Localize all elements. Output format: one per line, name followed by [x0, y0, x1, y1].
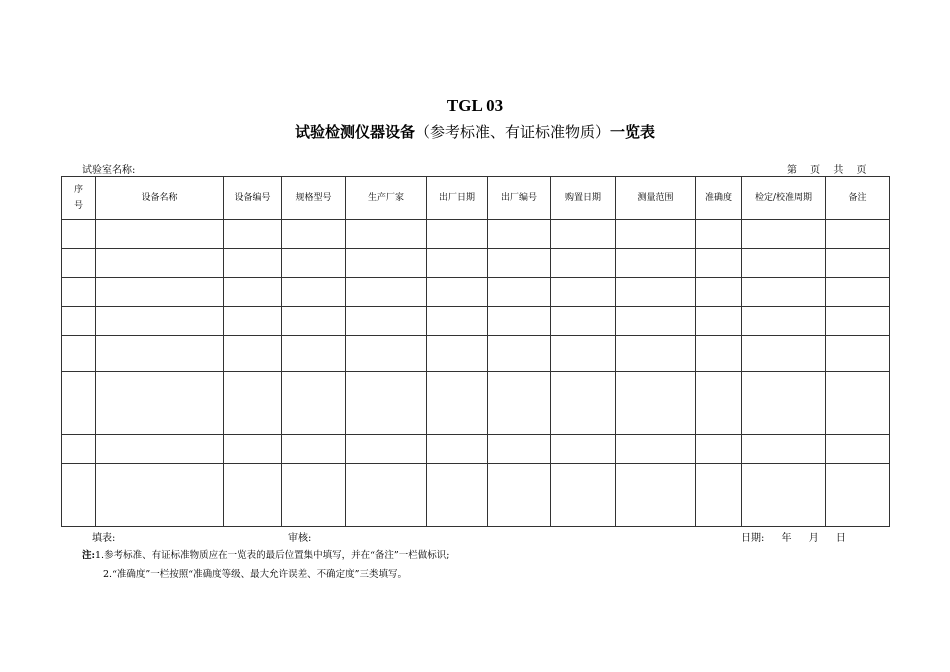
table-cell[interactable] — [224, 278, 282, 307]
table-cell[interactable] — [224, 372, 282, 435]
table-cell[interactable] — [96, 220, 224, 249]
col-header-seq-bottom: 号 — [73, 201, 83, 211]
table-cell[interactable] — [282, 336, 346, 372]
table-cell[interactable] — [346, 220, 427, 249]
table-cell[interactable] — [427, 435, 488, 464]
table-cell[interactable] — [224, 464, 282, 527]
table-cell[interactable] — [427, 220, 488, 249]
table-cell[interactable] — [551, 336, 616, 372]
table-cell[interactable] — [282, 249, 346, 278]
table-cell[interactable] — [346, 435, 427, 464]
note-1-text: 1.参考标准、有证标准物质应在一览表的最后位置集中填写，并在“备注”一栏做标识; — [95, 550, 450, 561]
table-row — [62, 249, 890, 278]
col-header-equipment-name: 设备名称 — [96, 177, 224, 220]
table-cell[interactable] — [696, 435, 742, 464]
table-cell[interactable] — [96, 435, 224, 464]
col-header-equipment-number: 设备编号 — [224, 177, 282, 220]
table-cell[interactable] — [282, 278, 346, 307]
table-cell[interactable] — [488, 336, 551, 372]
table-cell[interactable] — [488, 464, 551, 527]
table-header-row — [62, 177, 890, 220]
title-paren: （参考标准、有证标准物质） — [414, 123, 610, 141]
table-cell[interactable] — [616, 220, 696, 249]
table-cell[interactable] — [826, 435, 890, 464]
table-cell[interactable] — [62, 435, 96, 464]
table-cell[interactable] — [346, 464, 427, 527]
table-cell[interactable] — [96, 336, 224, 372]
table-cell[interactable] — [826, 307, 890, 336]
filled-by-label: 填表: — [92, 533, 116, 544]
table-cell[interactable] — [62, 372, 96, 435]
reviewed-by-label: 审核: — [288, 533, 312, 544]
table-cell[interactable] — [551, 372, 616, 435]
table-row — [62, 336, 890, 372]
table-cell[interactable] — [742, 278, 826, 307]
table-row — [62, 464, 890, 527]
col-header-purchase-date: 购置日期 — [551, 177, 616, 220]
table-cell[interactable] — [282, 464, 346, 527]
table-cell[interactable] — [224, 336, 282, 372]
table-cell[interactable] — [224, 220, 282, 249]
col-header-manufacturer: 生产厂家 — [346, 177, 427, 220]
table-cell[interactable] — [742, 307, 826, 336]
table-cell[interactable] — [96, 249, 224, 278]
table-cell[interactable] — [616, 336, 696, 372]
table-cell[interactable] — [742, 220, 826, 249]
table-cell[interactable] — [488, 372, 551, 435]
col-header-remarks: 备注 — [826, 177, 890, 220]
note-2: 2.“准确度”一栏按照“准确度等级、最大允许误差、不确定度”三类填写。 — [103, 569, 407, 580]
table-cell[interactable] — [742, 464, 826, 527]
table-cell[interactable] — [346, 336, 427, 372]
col-header-calibration-period: 检定/校准周期 — [742, 177, 826, 220]
table-cell[interactable] — [224, 249, 282, 278]
col-header-manufacture-date: 出厂日期 — [427, 177, 488, 220]
col-header-model: 规格型号 — [282, 177, 346, 220]
table-cell[interactable] — [826, 278, 890, 307]
table-row — [62, 435, 890, 464]
table-cell[interactable] — [282, 435, 346, 464]
table-cell[interactable] — [427, 278, 488, 307]
table-cell[interactable] — [346, 307, 427, 336]
table-cell[interactable] — [62, 307, 96, 336]
table-cell[interactable] — [282, 372, 346, 435]
table-cell[interactable] — [616, 307, 696, 336]
table-cell[interactable] — [551, 307, 616, 336]
table-cell[interactable] — [696, 464, 742, 527]
table-cell[interactable] — [616, 435, 696, 464]
table-cell[interactable] — [427, 336, 488, 372]
table-cell[interactable] — [826, 336, 890, 372]
col-header-accuracy: 准确度 — [696, 177, 742, 220]
title-tail: 一览表 — [610, 123, 656, 141]
table-cell[interactable] — [488, 220, 551, 249]
table-cell[interactable] — [616, 249, 696, 278]
table-cell[interactable] — [742, 372, 826, 435]
table-cell[interactable] — [551, 435, 616, 464]
table-cell[interactable] — [551, 278, 616, 307]
table-cell[interactable] — [826, 249, 890, 278]
table-cell[interactable] — [696, 307, 742, 336]
date-label: 日期: 年 月 日 — [741, 533, 846, 544]
table-cell[interactable] — [282, 220, 346, 249]
table-cell[interactable] — [616, 278, 696, 307]
table-cell[interactable] — [62, 336, 96, 372]
table-cell[interactable] — [551, 249, 616, 278]
table-cell[interactable] — [488, 278, 551, 307]
table-cell[interactable] — [696, 220, 742, 249]
table-cell[interactable] — [616, 464, 696, 527]
table-cell[interactable] — [488, 435, 551, 464]
table-cell[interactable] — [826, 372, 890, 435]
col-header-measuring-range: 测量范围 — [616, 177, 696, 220]
table-cell[interactable] — [551, 464, 616, 527]
table-cell[interactable] — [696, 249, 742, 278]
table-cell[interactable] — [696, 372, 742, 435]
table-row — [62, 307, 890, 336]
lab-name-label: 试验室名称: — [82, 165, 136, 176]
table-cell[interactable] — [616, 372, 696, 435]
table-cell[interactable] — [96, 278, 224, 307]
table-cell[interactable] — [551, 220, 616, 249]
table-cell[interactable] — [826, 464, 890, 527]
note-1 — [82, 547, 450, 561]
table-row — [62, 372, 890, 435]
equipment-table — [61, 176, 890, 527]
col-header-seq-top: 序 — [73, 185, 83, 195]
table-cell[interactable] — [742, 435, 826, 464]
table-cell[interactable] — [96, 307, 224, 336]
table-cell[interactable] — [696, 336, 742, 372]
table-cell[interactable] — [488, 249, 551, 278]
table-cell[interactable] — [346, 372, 427, 435]
col-header-seq — [62, 177, 96, 220]
table-cell[interactable] — [62, 220, 96, 249]
table-cell[interactable] — [224, 307, 282, 336]
table-cell[interactable] — [427, 307, 488, 336]
table-cell[interactable] — [62, 464, 96, 527]
table-cell[interactable] — [96, 464, 224, 527]
page-info: 第 页 共 页 — [787, 165, 867, 176]
table-cell[interactable] — [346, 249, 427, 278]
table-cell[interactable] — [62, 249, 96, 278]
table-cell[interactable] — [427, 249, 488, 278]
table-cell[interactable] — [488, 307, 551, 336]
table-cell[interactable] — [742, 249, 826, 278]
table-row — [62, 278, 890, 307]
table-cell[interactable] — [224, 435, 282, 464]
table-cell[interactable] — [427, 372, 488, 435]
table-cell[interactable] — [96, 372, 224, 435]
title-main: 试验检测仪器设备 — [294, 123, 415, 141]
form-code: TGL 03 — [446, 96, 504, 115]
table-cell[interactable] — [282, 307, 346, 336]
table-row — [62, 220, 890, 249]
page-title — [0, 121, 950, 142]
table-cell[interactable] — [696, 278, 742, 307]
table-cell[interactable] — [742, 336, 826, 372]
table-cell[interactable] — [826, 220, 890, 249]
col-header-serial-number: 出厂编号 — [488, 177, 551, 220]
table-cell[interactable] — [346, 278, 427, 307]
notes-label: 注: — [82, 550, 96, 561]
table-cell[interactable] — [62, 278, 96, 307]
table-cell[interactable] — [427, 464, 488, 527]
